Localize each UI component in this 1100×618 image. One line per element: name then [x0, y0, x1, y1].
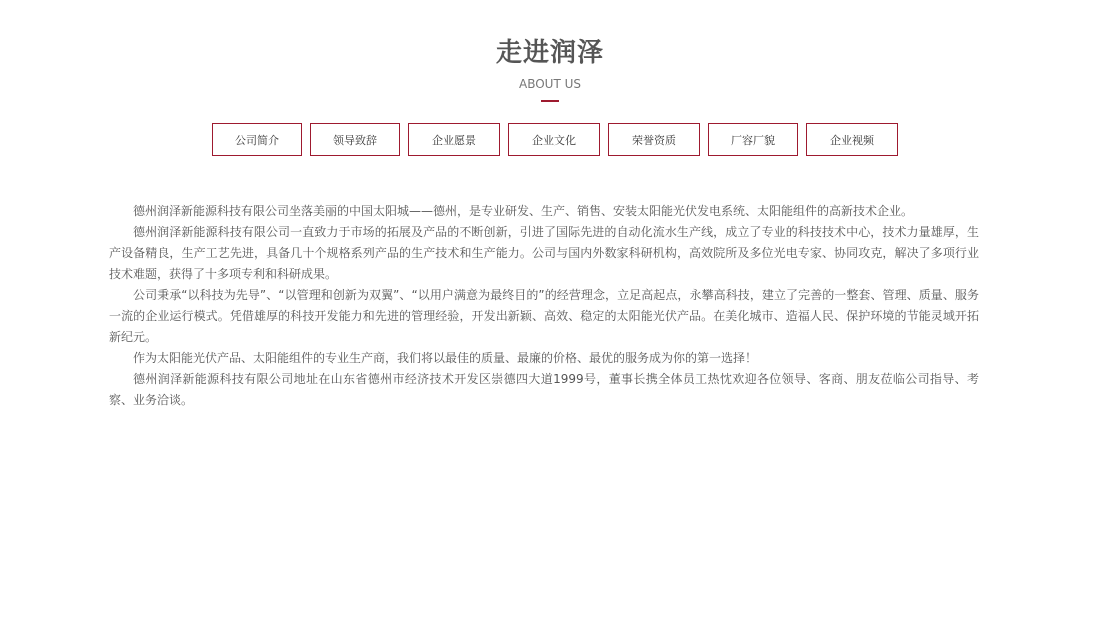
company-profile-content	[109, 201, 979, 411]
tab-factory-appearance[interactable]: 厂容厂貌	[708, 123, 798, 156]
profile-paragraph: 公司秉承“以科技为先导”、“以管理和创新为双翼”、“以用户满意为最终目的”的经营理念，立足高起点，永攀高科技，建立了完善的一整套、管理、质量、服务一流的企业运行模式。凭借雄厚的科技开发能力和先进的管理经验，开发出新颖、高效、稳定的太阳能光伏产品。在美化城市、造福人民、保护环境的节能灵域开拓新纪元。	[109, 288, 979, 344]
page-subtitle: ABOUT US	[518, 77, 581, 91]
profile-paragraph: 德州润泽新能源科技有限公司地址在山东省德州市经济技术开发区崇德四大道1999号，董事长携全体员工热忱欢迎各位领导、客商、朋友莅临公司指导、考察、业务洽谈。	[109, 372, 979, 407]
section-header	[0, 36, 1100, 102]
tab-company-profile[interactable]: 公司简介	[212, 123, 302, 156]
tab-corporate-video[interactable]: 企业视频	[806, 123, 898, 156]
title-divider	[541, 100, 559, 102]
about-tabs	[212, 123, 898, 156]
profile-paragraph: 作为太阳能光伏产品、太阳能组件的专业生产商，我们将以最佳的质量、最廉的价格、最优的服务成为你的第一选择！	[133, 351, 758, 365]
tab-corporate-vision[interactable]: 企业愿景	[408, 123, 500, 156]
profile-paragraph: 德州润泽新能源科技有限公司坐落美丽的中国太阳城——德州，是专业研发、生产、销售、安装太阳能光伏发电系统、太阳能组件的高新技术企业。	[133, 204, 914, 218]
profile-paragraph: 德州润泽新能源科技有限公司一直致力于市场的拓展及产品的不断创新，引进了国际先进的自动化流水生产线，成立了专业的科技技术中心，技术力量雄厚，生产设备精良，生产工艺先进，具备几十个规格系列产品的生产技术和生产能力。公司与国内外数家科研机构，高效院所及多位光电专家、协同攻克，解决了多项行业技术难题，获得了十多项专利和科研成果。	[109, 225, 979, 281]
page-title: 走进润泽	[495, 38, 604, 68]
tab-leadership-message[interactable]: 领导致辞	[310, 123, 400, 156]
tab-honors-qualifications[interactable]: 荣誉资质	[608, 123, 700, 156]
tab-corporate-culture[interactable]: 企业文化	[508, 123, 600, 156]
